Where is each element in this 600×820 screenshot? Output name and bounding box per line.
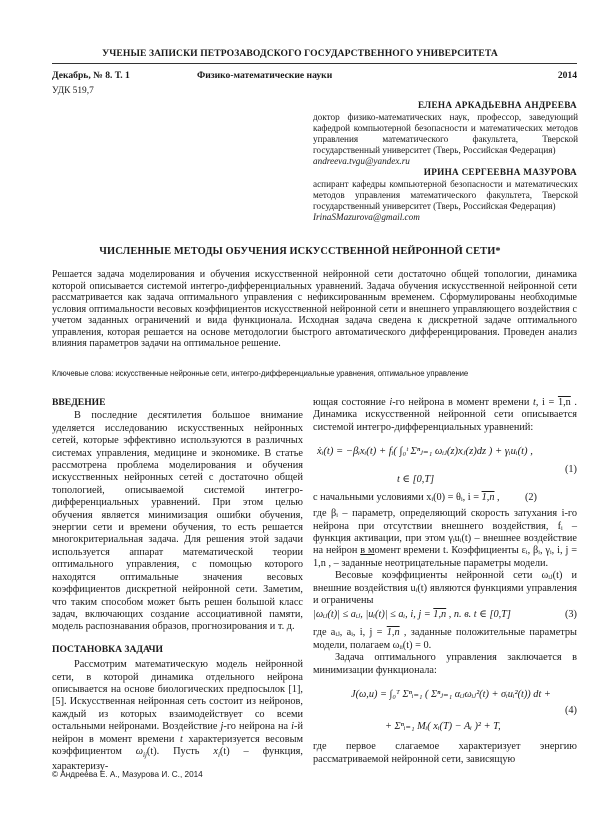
author-2-email[interactable]: IrinaSMazurova@gmail.com [313, 212, 420, 222]
text: , [494, 492, 500, 504]
underlined-text: в м [360, 545, 375, 557]
var-omega-sub: ij [143, 751, 147, 760]
equation-4-number: (4) [564, 705, 577, 717]
header-divider [52, 63, 577, 64]
optimal-control-paragraph: Задача оптимального управления заключается в минимизации функционала: [313, 652, 577, 676]
index-range: 1,n [557, 397, 571, 408]
text: , заданные положительные параметры модели, полагаем ωᵢᵢ(t) = 0. [313, 627, 577, 651]
problem-paragraph [52, 659, 303, 774]
section-name: Физико-математические науки [197, 70, 333, 81]
bounds-paragraph [313, 627, 577, 652]
problem-text: (t) – функция, характеризу- [52, 745, 303, 773]
equation-4-line-1: J(ω,u) = ∫₀ᵀ Σⁿᵢ₌₁ ( Σⁿⱼ₌₁ αᵢⱼωᵢⱼ²(t) + σᵢuᵢ²(t)) dt + [351, 689, 551, 701]
section-heading-introduction: ВВЕДЕНИЕ [52, 397, 106, 408]
equation-3 [313, 609, 577, 627]
author-1-affiliation: доктор физико-математических наук, профессор, заведующий кафедрой компьютерной безопасности и математических методов управления математического факультета, Тверской государственный университет (Тверь, Российская Федерация) [313, 112, 578, 155]
equation-1-body: ẋᵢ(t) = −βᵢxᵢ(t) + fᵢ( ∫₀ᵗ Σⁿⱼ₌₁ ωᵢⱼ(z)xⱼ(z)dz ) + γᵢuᵢ(t) , [317, 446, 533, 458]
var-t: t [179, 733, 183, 745]
text: . Динамика искусственной нейронной сети описывается системой интегро-дифференциальных уравнений: [313, 397, 578, 433]
udk-code: УДК 519,7 [52, 86, 94, 96]
right-column [313, 397, 577, 766]
equation-2-body: с начальными условиями xᵢ(0) = θᵢ, i = [313, 492, 482, 504]
problem-text: -го нейрона на [223, 721, 292, 733]
equation-2-number: (2) [524, 492, 537, 504]
var-x: x [213, 745, 218, 757]
keywords: Ключевые слова: искусственные нейронные сети, интегро-дифференциальные уравнения, оптимальное управление [52, 369, 469, 378]
problem-text: характеризуется весовым коэффициентом [52, 733, 303, 757]
issue-info: Декабрь, № 8. Т. 1 [52, 70, 130, 81]
problem-text: Рассмотрим математическую модель нейронной сети, в которой динамика отдельного нейрона описывается на основе биологических предпосылок [1], [5]. Искусственная нейронная сеть состоит из нейронов, каждый из которых взаимодействует со всеми остальными нейронами. Воздействие [52, 659, 303, 733]
parameters-paragraph [313, 508, 577, 570]
text: -го нейрона в момент времени [392, 397, 533, 408]
index-range: 1,n [481, 492, 495, 504]
equation-2 [313, 492, 577, 506]
continuation-paragraph [313, 397, 577, 434]
equation-4-line-2: + Σⁿᵢ₌₁ Mᵢ( xᵢ(T) − Aᵢ )² + T, [385, 721, 501, 733]
equation-4 [313, 679, 577, 739]
paper-title: ЧИСЛЕННЫЕ МЕТОДЫ ОБУЧЕНИЯ ИСКУССТВЕННОЙ НЕЙРОННОЙ СЕТИ* [99, 246, 501, 257]
author-2-affiliation: аспирант кафедры компьютерной безопасности и математических методов управления математического факультета, Тверской государственный университет (Тверь, Российская Федерация) [313, 179, 578, 211]
journal-title: УЧЕНЫЕ ЗАПИСКИ ПЕТРОЗАВОДСКОГО ГОСУДАРСТВЕННОГО УНИВЕРСИТЕТА [102, 48, 498, 59]
var-x-sub: i [217, 751, 220, 760]
section-heading-problem: ПОСТАНОВКА ЗАДАЧИ [52, 643, 163, 655]
copyright-notice: © Андреева Е. А., Мазурова И. С., 2014 [52, 770, 203, 779]
text: где βᵢ – параметр, определяющий скорость затухания i-го нейрона при отсутствии внешнего воздействия, fᵢ – функция активации, при этом γᵢuᵢ(t) – внешнее воздействие на нейрон [313, 508, 577, 557]
issue-line [52, 70, 577, 81]
index-range: 1,n [386, 627, 400, 639]
text: ющая состояние [313, 397, 390, 408]
abstract: Решается задача моделирования и обучения искусственной нейронной сети достаточно общей топологии, динамика которой описывается системой интегро-дифференциальных уравнений. Задача обучения искусственной нейронной сети рассматривается как задача оптимального управления с нефиксированным временем. Сформулированы необходимые условия оптимальности весовых коэффициентов искусственной нейронной сети и внешнего управляющего воздействия с учетом заданных ограничений и вида функционала. Исходная задача сведена к дискретной задаче оптимального управления, которая решается на основе методологии быстрого автоматического дифференцирования. Проведен анализ влияния параметров задачи на оптимальное решение. [52, 269, 577, 349]
equation-3-number: (3) [564, 609, 577, 621]
weights-paragraph: Весовые коэффициенты нейронной сети ωᵢⱼ(t) и внешние воздействия uᵢ(t) являются функциями управления и ограничены [313, 570, 577, 607]
text: где aᵢⱼ, aᵢ, i, j = [313, 627, 387, 639]
problem-text: -й нейрон в момент времени [52, 721, 303, 745]
author-2-name: ИРИНА СЕРГЕЕВНА МАЗУРОВА [423, 167, 577, 177]
var-j: j [220, 721, 224, 733]
equation-1-number: (1) [564, 464, 577, 476]
introduction-paragraph: В последние десятилетия большое внимание уделяется исследованию искусственных нейронных сетей, которые эффективно используются в различных системах управления, медицине и экономике. В статье рассмотрена проблема моделирования и обучения искусственных нейронных сетей с достаточно общей топологией, описываемой системой интегро-дифференциальных уравнений. При этом целью обучения является минимизация ошибки обучения, энергии сети и времени обучения, то есть решается многокритериальная задача. Для решения этой задачи используется аппарат математической теории оптимального управления, с помощью которого находятся оптимальные значения весовых коэффициентов дискретной нейронной сети. Заметим, что таким способом может быть решен большой класс задач, включающих создание ассоциативной памяти, модель распознавания образов, прогнозирования и т. д. [52, 410, 303, 633]
equation-3-domain: , п. в. t ∈ [0,T] [446, 609, 511, 621]
index-range: 1,n [433, 609, 447, 621]
equation-3-body: |ωᵢⱼ(t)| ≤ aᵢⱼ, |uᵢ(t)| ≤ aᵢ, i, j = [313, 609, 434, 621]
var-omega: ω [135, 745, 144, 757]
var-t: t [532, 397, 536, 408]
text: , i = [535, 397, 558, 408]
author-1-name: ЕЛЕНА АРКАДЬЕВНА АНДРЕЕВА [418, 100, 577, 110]
energy-paragraph: где первое слагаемое характеризует энергию рассматриваемой нейронной сети, зависящую [313, 741, 577, 765]
equation-1-domain: t ∈ [0,T] [397, 474, 435, 486]
issue-year: 2014 [557, 70, 577, 81]
var-i: i [291, 721, 295, 733]
problem-text: (t). Пусть [146, 745, 214, 757]
left-column [52, 397, 303, 774]
author-1-email[interactable]: andreeva.tvgu@yandex.ru [313, 156, 410, 166]
text: омент времени t. Коэффициенты εᵢ, βᵢ, γᵢ, i, j = 1,n , – заданные неотрицательные параметры модели. [313, 545, 578, 569]
var-i: i [389, 397, 393, 408]
equation-1 [313, 438, 577, 488]
